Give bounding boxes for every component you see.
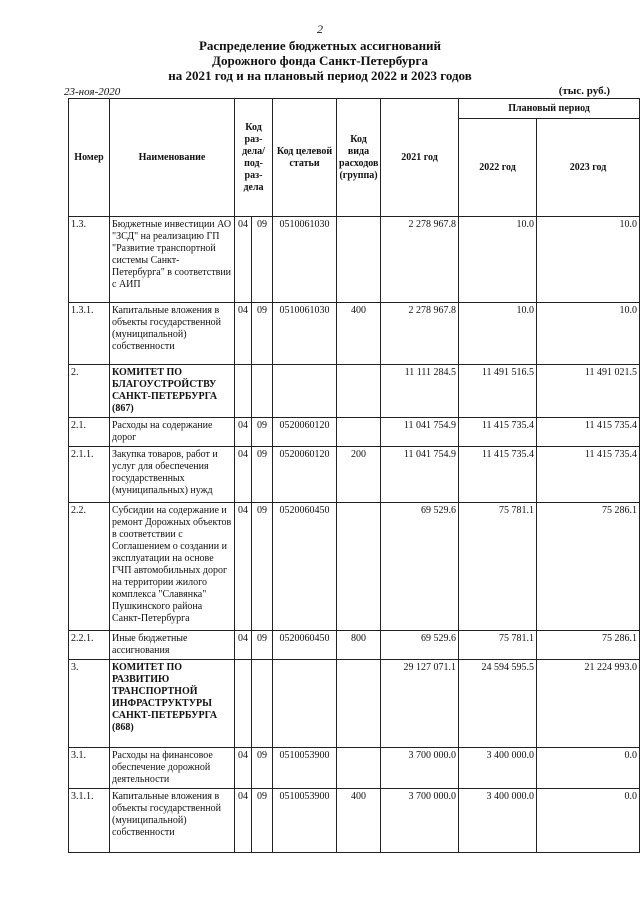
row-section — [235, 365, 252, 418]
row-target: 0510061030 — [273, 217, 337, 303]
row-subsection: 09 — [252, 789, 273, 853]
table-row — [69, 789, 640, 853]
document-date: 23-ноя-2020 — [64, 86, 121, 98]
row-target: 0520060450 — [273, 631, 337, 660]
row-2023: 0.0 — [537, 789, 640, 853]
row-subsection: 09 — [252, 631, 273, 660]
row-2023: 10.0 — [537, 303, 640, 365]
row-number: 2.1.1. — [69, 447, 110, 503]
row-2023: 75 286.1 — [537, 503, 640, 631]
header-2023: 2023 год — [537, 119, 640, 217]
row-subsection — [252, 660, 273, 748]
row-section: 04 — [235, 631, 252, 660]
row-subsection: 09 — [252, 447, 273, 503]
row-kind — [337, 418, 381, 447]
row-name: Бюджетные инвестиции АО "ЗСД" на реализацию ГП "Развитие транспортной системы Санкт-Петербурга" в соответствии с АИП — [110, 217, 235, 303]
row-subsection — [252, 365, 273, 418]
header-target: Код целевой статьи — [273, 99, 337, 217]
row-name: Расходы на содержание дорог — [110, 418, 235, 447]
table-row — [69, 631, 640, 660]
table-row — [69, 217, 640, 303]
row-number: 3. — [69, 660, 110, 748]
row-kind — [337, 503, 381, 631]
row-name: Иные бюджетные ассигнования — [110, 631, 235, 660]
row-2023: 10.0 — [537, 217, 640, 303]
row-2022: 10.0 — [459, 303, 537, 365]
row-name: Капитальные вложения в объекты государственной (муниципальной) собственности — [110, 789, 235, 853]
document-title — [0, 38, 640, 83]
row-2022: 3 400 000.0 — [459, 748, 537, 789]
row-2023: 75 286.1 — [537, 631, 640, 660]
row-2022: 11 415 735.4 — [459, 447, 537, 503]
row-section: 04 — [235, 789, 252, 853]
row-kind — [337, 217, 381, 303]
row-2022: 3 400 000.0 — [459, 789, 537, 853]
row-kind — [337, 748, 381, 789]
budget-table — [68, 98, 640, 853]
row-subsection: 09 — [252, 217, 273, 303]
page-number: 2 — [317, 22, 323, 36]
row-section: 04 — [235, 503, 252, 631]
row-section: 04 — [235, 447, 252, 503]
row-target — [273, 660, 337, 748]
row-name: Расходы на финансовое обеспечение дорожной деятельности — [110, 748, 235, 789]
row-kind — [337, 660, 381, 748]
row-target: 0520060450 — [273, 503, 337, 631]
table-header — [69, 99, 640, 217]
row-kind: 400 — [337, 303, 381, 365]
title-line-3: на 2021 год и на плановый период 2022 и 2023 годов — [168, 68, 472, 83]
row-section: 04 — [235, 418, 252, 447]
row-number: 3.1.1. — [69, 789, 110, 853]
units-label: (тыс. руб.) — [558, 85, 610, 97]
row-subsection: 09 — [252, 748, 273, 789]
row-number: 1.3. — [69, 217, 110, 303]
row-name: КОМИТЕТ ПО РАЗВИТИЮ ТРАНСПОРТНОЙ ИНФРАСТРУКТУРЫ САНКТ-ПЕТЕРБУРГА (868) — [110, 660, 235, 748]
row-kind: 800 — [337, 631, 381, 660]
table-row — [69, 365, 640, 418]
row-2022: 75 781.1 — [459, 631, 537, 660]
row-target: 0510053900 — [273, 789, 337, 853]
table-row — [69, 303, 640, 365]
row-name: Капитальные вложения в объекты государственной (муниципальной) собственности — [110, 303, 235, 365]
row-2022: 10.0 — [459, 217, 537, 303]
row-2021: 2 278 967.8 — [381, 303, 459, 365]
row-2021: 11 041 754.9 — [381, 418, 459, 447]
header-kind: Код вида расходов (группа) — [337, 99, 381, 217]
row-2021: 29 127 071.1 — [381, 660, 459, 748]
row-number: 1.3.1. — [69, 303, 110, 365]
row-2021: 3 700 000.0 — [381, 748, 459, 789]
row-2022: 75 781.1 — [459, 503, 537, 631]
table-body — [69, 217, 640, 853]
row-kind: 200 — [337, 447, 381, 503]
row-target: 0510053900 — [273, 748, 337, 789]
row-2021: 69 529.6 — [381, 631, 459, 660]
row-section: 04 — [235, 217, 252, 303]
row-2021: 3 700 000.0 — [381, 789, 459, 853]
row-2022: 11 491 516.5 — [459, 365, 537, 418]
row-name: Субсидии на содержание и ремонт Дорожных объектов в соответствии с Соглашением о создании и эксплуатации на основе ГЧП автомобильных дорог на территории жилого комплекса "Славянка" Пушкинского района Санкт-Петербурга — [110, 503, 235, 631]
table-row — [69, 447, 640, 503]
header-section: Код раз-дела/ под-раз-дела — [235, 99, 273, 217]
row-subsection: 09 — [252, 418, 273, 447]
row-number: 2. — [69, 365, 110, 418]
row-subsection: 09 — [252, 303, 273, 365]
row-2023: 21 224 993.0 — [537, 660, 640, 748]
row-2022: 11 415 735.4 — [459, 418, 537, 447]
row-2021: 2 278 967.8 — [381, 217, 459, 303]
header-planned-period: Плановый период — [459, 99, 640, 119]
header-2022: 2022 год — [459, 119, 537, 217]
row-2023: 11 415 735.4 — [537, 418, 640, 447]
row-section: 04 — [235, 748, 252, 789]
table-row — [69, 503, 640, 631]
row-target: 0520060120 — [273, 418, 337, 447]
row-section — [235, 660, 252, 748]
header-2021: 2021 год — [381, 99, 459, 217]
row-target: 0520060120 — [273, 447, 337, 503]
row-number: 2.1. — [69, 418, 110, 447]
row-subsection: 09 — [252, 503, 273, 631]
row-2023: 11 415 735.4 — [537, 447, 640, 503]
title-line-1: Распределение бюджетных ассигнований — [198, 38, 442, 53]
row-number: 2.2.1. — [69, 631, 110, 660]
row-target: 0510061030 — [273, 303, 337, 365]
row-section: 04 — [235, 303, 252, 365]
row-2023: 0.0 — [537, 748, 640, 789]
row-number: 2.2. — [69, 503, 110, 631]
row-number: 3.1. — [69, 748, 110, 789]
row-name: Закупка товаров, работ и услуг для обеспечения государственных (муниципальных) нужд — [110, 447, 235, 503]
row-2023: 11 491 021.5 — [537, 365, 640, 418]
row-2021: 11 041 754.9 — [381, 447, 459, 503]
table-row — [69, 418, 640, 447]
row-target — [273, 365, 337, 418]
title-line-2: Дорожного фонда Санкт-Петербурга — [212, 53, 428, 68]
row-kind — [337, 365, 381, 418]
table-row — [69, 660, 640, 748]
header-number: Номер — [69, 99, 110, 217]
row-2021: 69 529.6 — [381, 503, 459, 631]
header-name: Наименование — [110, 99, 235, 217]
row-2021: 11 111 284.5 — [381, 365, 459, 418]
row-2022: 24 594 595.5 — [459, 660, 537, 748]
table-row — [69, 748, 640, 789]
row-name: КОМИТЕТ ПО БЛАГОУСТРОЙСТВУ САНКТ-ПЕТЕРБУРГА (867) — [110, 365, 235, 418]
row-kind: 400 — [337, 789, 381, 853]
